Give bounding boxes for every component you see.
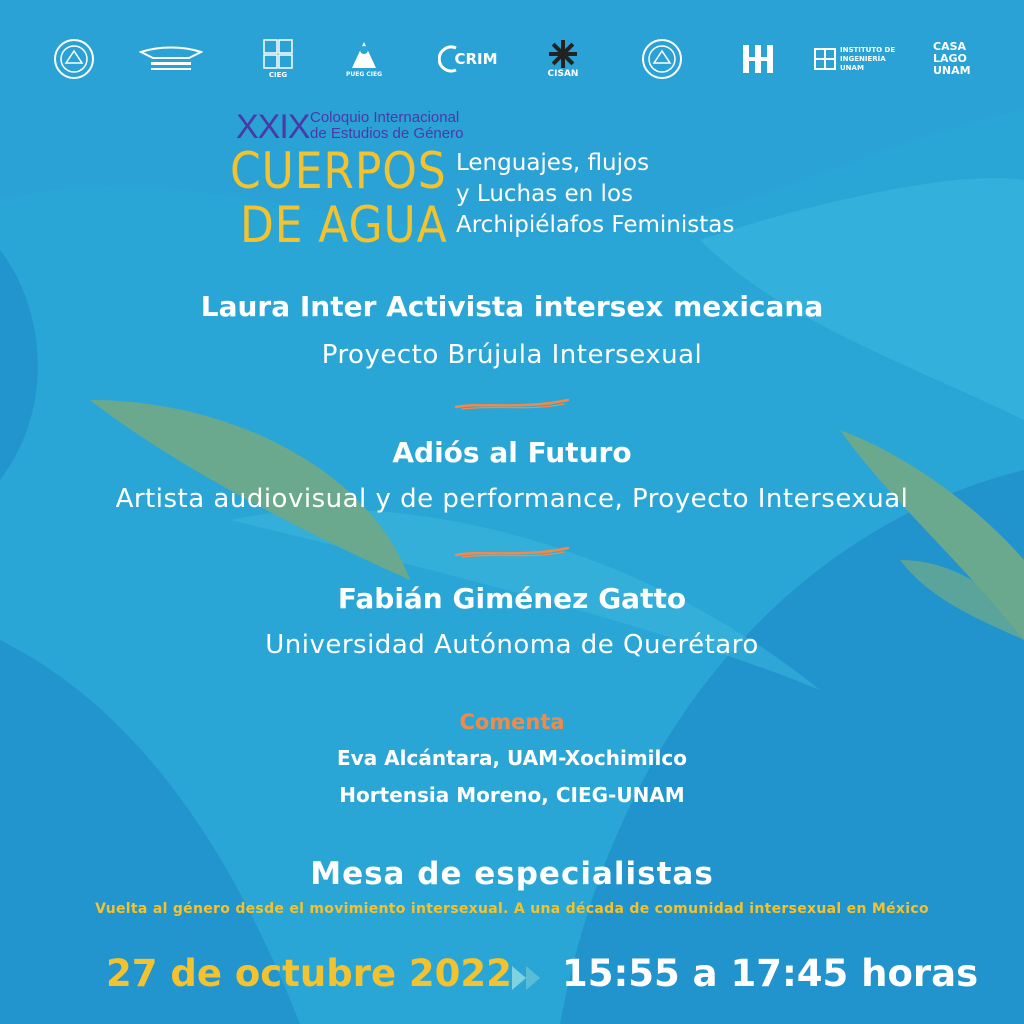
colloquium-subtitle xyxy=(456,148,734,241)
subtitle-line3: Archipiélafos Feministas xyxy=(456,212,735,238)
colloquium-name xyxy=(310,110,463,142)
speaker-2-name: Adiós al Futuro xyxy=(392,436,632,469)
play-arrow-icon xyxy=(510,964,546,992)
pueg-logo-text: PUEG CIEG xyxy=(345,70,383,78)
divider-swash-icon-2 xyxy=(452,544,572,560)
subtitle-line2: y Luchas en los xyxy=(456,181,634,207)
logo-bar xyxy=(0,34,1024,90)
eagle-emblem-icon xyxy=(138,34,204,84)
instituto-ingenieria-logo-text: INSTITUTO DE INGENIERÍA UNAM xyxy=(840,45,896,72)
pueg-logo-icon xyxy=(340,34,388,84)
colloquium-title-block xyxy=(230,104,810,254)
instituto-ingenieria-logo-icon xyxy=(814,34,900,84)
edition-number: XXIX xyxy=(236,108,310,146)
colloquium-name-line1: Coloquio Internacional xyxy=(310,109,460,126)
casa-del-lago-logo-text: CASA LAGO UNAM xyxy=(933,40,971,77)
divider-swash-icon xyxy=(452,396,572,412)
unam-seal-icon-2 xyxy=(638,34,686,84)
event-description: Vuelta al género desde el movimiento intersexual. A una década de comunidad intersexual en México xyxy=(95,901,929,917)
speaker-1-affiliation: Proyecto Brújula Intersexual xyxy=(321,340,703,370)
casa-del-lago-logo-icon xyxy=(928,34,978,84)
cieg-logo-icon xyxy=(250,34,306,84)
commentator-2: Hortensia Moreno, CIEG-UNAM xyxy=(339,783,685,807)
iie-logo-icon xyxy=(738,34,778,84)
comments-label: Comenta xyxy=(459,710,565,734)
cieg-logo-text: CIEG xyxy=(268,71,288,79)
commentator-1: Eva Alcántara, UAM-Xochimilco xyxy=(337,746,687,770)
cisan-logo-icon xyxy=(538,34,588,84)
speaker-2-affiliation: Artista audiovisual y de performance, Proyecto Intersexual xyxy=(115,484,909,514)
main-title-line2: DE AGUA xyxy=(240,196,448,254)
speaker-3-name: Fabián Giménez Gatto xyxy=(337,582,687,615)
colloquium-name-line2: de Estudios de Género xyxy=(310,125,464,142)
crim-logo-text: CRIM xyxy=(454,49,498,68)
speaker-1-name: Laura Inter Activista intersex mexicana xyxy=(200,290,824,323)
main-title-line1: CUERPOS xyxy=(230,142,447,200)
event-type: Mesa de especialistas xyxy=(310,856,714,892)
speaker-3-affiliation: Universidad Autónoma de Querétaro xyxy=(265,630,759,660)
cisan-logo-text: CISAN xyxy=(547,68,579,79)
unam-seal-icon xyxy=(50,34,98,84)
event-date: 27 de octubre 2022 xyxy=(106,952,512,995)
event-time: 15:55 a 17:45 horas xyxy=(562,952,979,995)
crim-logo-icon xyxy=(438,34,498,84)
subtitle-line1: Lenguajes, flujos xyxy=(456,150,650,176)
